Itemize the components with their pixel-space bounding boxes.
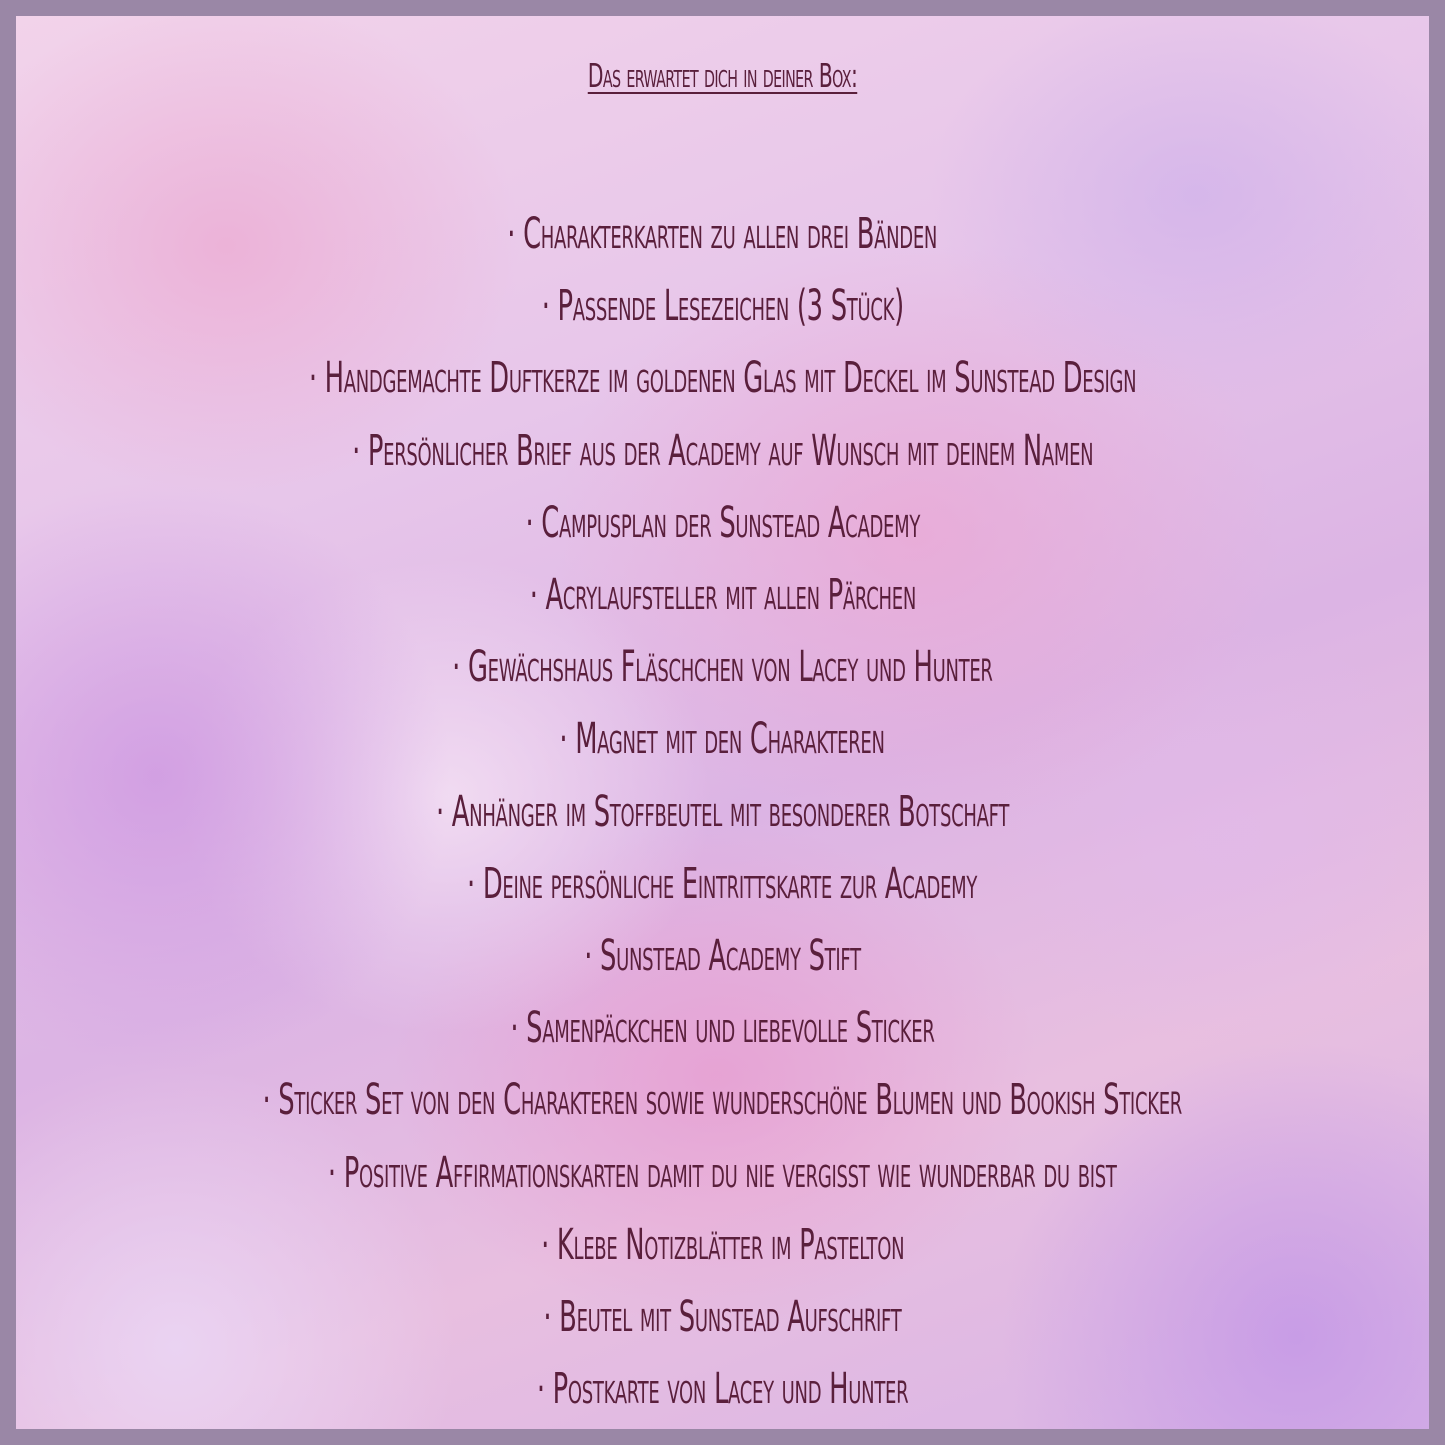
list-item-text: · Campusplan der Sunstead Academy xyxy=(525,497,920,548)
list-item-text: · Charakterkarten zu allen drei Bänden xyxy=(507,209,938,260)
list-item-text: · Postkarte von Lacey und Hunter xyxy=(536,1364,909,1415)
list-item-text: · Passende Lesezeichen (3 Stück) xyxy=(541,281,904,332)
list-item xyxy=(16,703,1429,775)
list-item xyxy=(16,776,1429,848)
list-item xyxy=(16,992,1429,1064)
list-item-text: · Sunstead Academy Stift xyxy=(584,930,861,981)
list-item-text: · Samenpäckchen und liebevolle Sticker xyxy=(510,1003,935,1054)
list-item xyxy=(16,1281,1429,1353)
list-item xyxy=(16,415,1429,487)
list-item xyxy=(16,631,1429,703)
list-item-text: · Positive Affirmationskarten damit du nie vergisst wie wunderbar du bist xyxy=(328,1147,1117,1198)
list-item xyxy=(16,1209,1429,1281)
list-item-text: · Anhänger im Stoffbeutel mit besonderer Botschaft xyxy=(435,786,1010,837)
list-item xyxy=(16,848,1429,920)
list-item-text: · Beutel mit Sunstead Aufschrift xyxy=(543,1291,902,1342)
list-item-text: · Acrylaufsteller mit allen Pärchen xyxy=(529,570,916,621)
list-item xyxy=(16,342,1429,414)
list-item-text: · Handgemachte Duftkerze im goldenen Glas mit Deckel im Sunstead Design xyxy=(308,353,1137,404)
list-item xyxy=(16,1353,1429,1425)
box-items-list xyxy=(16,198,1429,1425)
watercolor-panel xyxy=(16,16,1429,1429)
title-text: Das erwartet dich in deiner Box: xyxy=(587,56,858,95)
list-item-text: · Magnet mit den Charakteren xyxy=(559,714,886,765)
list-item-text: · Deine persönliche Eintrittskarte zur Academy xyxy=(467,858,978,909)
list-item xyxy=(16,487,1429,559)
list-item xyxy=(16,559,1429,631)
list-item-text: · Sticker Set von den Charakteren sowie wunderschöne Blumen und Bookish Sticker xyxy=(262,1075,1183,1126)
list-item xyxy=(16,1136,1429,1208)
list-item-text: · Klebe Notizblätter im Pastelton xyxy=(540,1219,905,1270)
list-item xyxy=(16,1064,1429,1136)
box-contents-card xyxy=(16,16,1429,1429)
list-item-text: · Gewächshaus Fläschchen von Lacey und Hunter xyxy=(452,642,993,693)
list-item xyxy=(16,270,1429,342)
page-title xyxy=(284,56,1160,96)
list-item xyxy=(16,920,1429,992)
list-item-text: · Persönlicher Brief aus der Academy auf Wunsch mit deinem Namen xyxy=(351,425,1094,476)
list-item xyxy=(16,198,1429,270)
